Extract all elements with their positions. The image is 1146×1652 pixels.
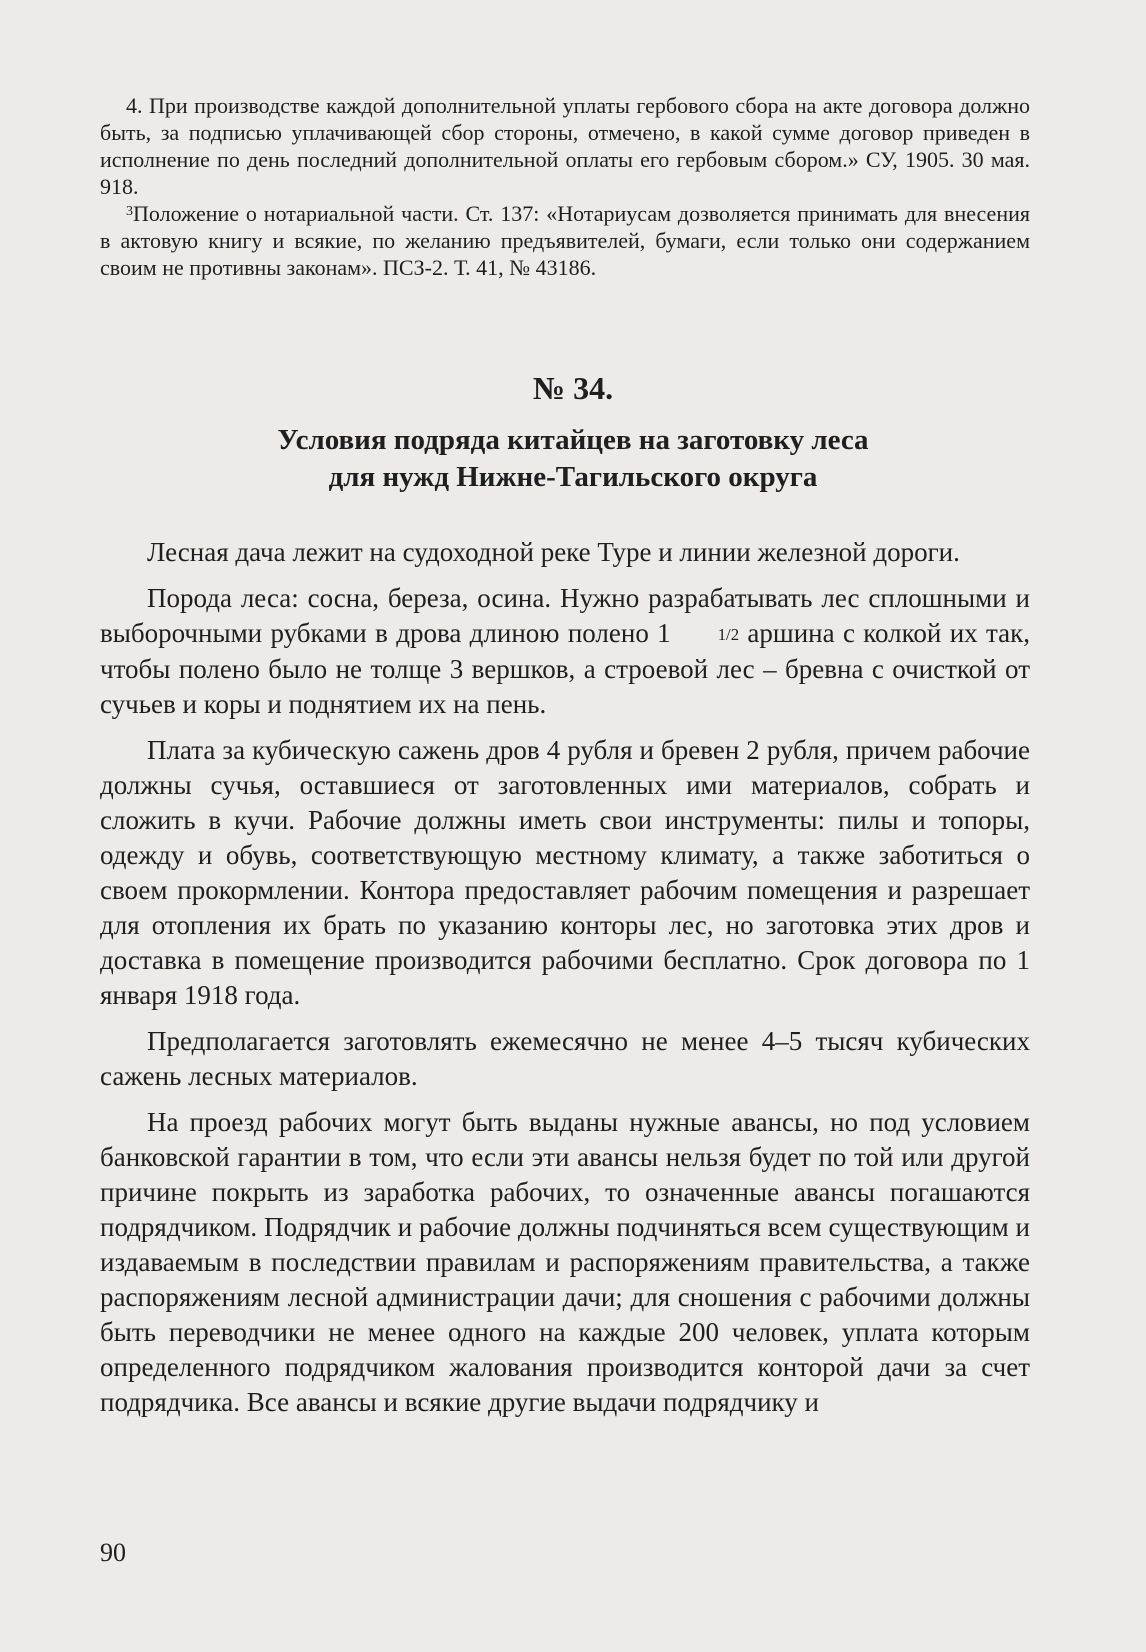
paragraph-4: Предполагается заготовлять ежемесячно не менее 4–5 тысяч кубических сажень лесных материалов. (100, 1026, 1030, 1092)
document-title-line-2: для нужд Нижне-Тагильского округа (328, 461, 818, 493)
document-title (150, 422, 996, 496)
footnote-marker: 3 (126, 204, 133, 219)
body-text (100, 535, 1030, 1431)
footnote-3-text: Положение о нотариальной части. Ст. 137: «Нотариусам дозволяется принимать для внесения в актовую книгу и всякие, по желанию предъявителей, бумаги, если только они содержанием своим не противны законам». ПСЗ-2. Т. 41, № 43186. (100, 201, 1030, 280)
document-title-line-1: Условия подряда китайцев на заготовку леса (277, 424, 869, 456)
footnote-continuation: 4. При производстве каждой дополнительной уплаты гербового сбора на акте договора должно быть, за подписью уплачивающей сбор стороны, отмечено, в какой сумме договор приведен в исполнение по день последний дополнительной оплаты его гербовым сбором.» СУ, 1905. 30 мая. 918. (100, 93, 1030, 199)
paragraph-3: Плата за кубическую сажень дров 4 рубля и бревен 2 рубля, причем рабочие должны сучья, оставшиеся от заготовленных ими материалов, собрать и сложить в кучи. Рабочие должны иметь свои инструменты: пилы и топоры, одежду и обувь, соответствующую местному климату, а также заботиться о своем прокормлении. Контора предоставляет рабочим помещения и разрешает для отопления их брать по указанию конторы лес, но заготовка этих дров и доставка в помещение производится рабочими бесплатно. Срок договора по 1 января 1918 года. (100, 735, 1030, 1011)
document-number: № 34. (532, 370, 614, 406)
paragraph-5: На проезд рабочих могут быть выданы нужные авансы, но под условием банковской гарантии в том, что если эти авансы нельзя будет по той или другой причине покрыть из заработка рабочих, то означенные авансы погашаются подрядчиком. Подрядчик и рабочие должны подчиняться всем существующим и издаваемым в последствии правилам и распоряжениям правительства, а также распоряжениям лесной администрации дачи; для сношения с рабочими должны быть переводчики не менее одного на каждые 200 человек, уплата которым определенного подрядчиком жалования производится конторой дачи за счет подрядчика. Все авансы и всякие другие выдачи подрядчику и (100, 1107, 1030, 1418)
page-number: 90 (100, 1538, 126, 1567)
paragraph-2-start: Порода леса: сосна, береза, осина. Нужно разрабатывать лес сплошными и выборочными рубками в дрова длиною полено 1 (100, 583, 1030, 648)
footnotes (100, 92, 1030, 281)
paragraph-2-end: аршина с колкой их так, чтобы полено было не толще 3 вершков, а строевой лес – бревна с очисткой от сучьев и коры и поднятием их на пень. (100, 618, 1030, 720)
fraction-one-half: 1/2 (717, 625, 740, 645)
paragraph-2 (100, 581, 1030, 722)
paragraph-1: Лесная дача лежит на судоходной реке Туре и линии железной дороги. (147, 537, 960, 567)
footnote-3 (100, 200, 1030, 281)
